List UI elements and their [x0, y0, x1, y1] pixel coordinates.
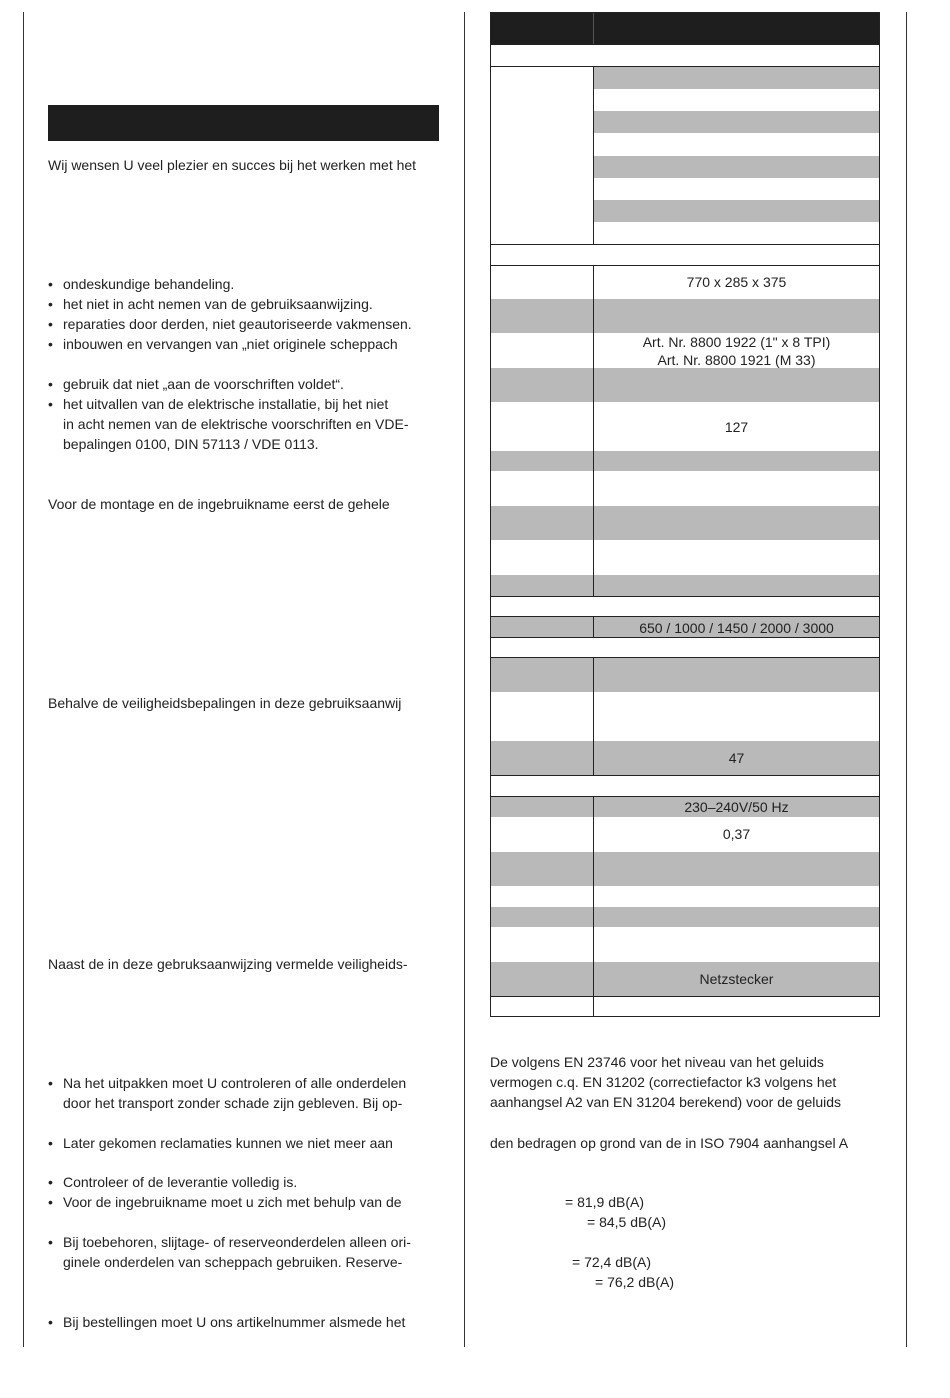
table-row	[491, 852, 879, 886]
table-row	[491, 265, 879, 299]
list-item-continuation: bepalingen 0100, DIN 57113 / VDE 0113.	[63, 436, 319, 452]
voltage-value: 230–240V/50 Hz	[684, 799, 789, 815]
section-heading-bar	[48, 105, 439, 141]
table-row	[491, 333, 879, 368]
list-item: • Na het uitpakken moet U controleren of alle onderdelen	[48, 1075, 407, 1091]
noise-paragraph-line: vermogen c.q. EN 31202 (correctiefactor k3 volgens het	[490, 1074, 837, 1090]
table-row	[491, 67, 879, 245]
table-row	[491, 402, 879, 451]
table-header	[491, 13, 879, 44]
right-margin-rule	[906, 12, 907, 1347]
list-item: • het uitvallen van de elektrische installatie, bij het niet	[48, 396, 389, 412]
behalve-text: Behalve de veiligheidsbepalingen in deze gebruiksaanwij	[48, 695, 402, 711]
table-row	[491, 299, 879, 333]
list-item: • ondeskundige behandeling.	[48, 276, 235, 292]
table-row	[491, 797, 879, 817]
dimensions-value: 770 x 285 x 375	[686, 274, 787, 290]
list-item: • Bij bestellingen moet U ons artikelnummer alsmede het	[48, 1314, 406, 1330]
article-number-1: Art. Nr. 8800 1922 (1" x 8 TPI)	[642, 334, 831, 350]
table-row	[491, 962, 879, 996]
table-section-row	[491, 637, 879, 658]
table-row	[491, 617, 879, 637]
table-row	[491, 575, 879, 596]
table-row	[491, 907, 879, 927]
article-number-2: Art. Nr. 8800 1921 (M 33)	[657, 352, 816, 368]
value-127: 127	[724, 419, 749, 435]
list-item: • het niet in acht nemen van de gebruiksaanwijzing.	[48, 296, 373, 312]
list-item-continuation: door het transport zonder schade zijn gebleven. Bij op-	[63, 1095, 403, 1111]
sound-value-2: = 84,5 dB(A)	[587, 1214, 666, 1230]
table-row	[491, 540, 879, 575]
speeds-value: 650 / 1000 / 1450 / 2000 / 3000	[639, 620, 834, 636]
list-item: • gebruik dat niet „aan de voorschriften voldet“.	[48, 376, 344, 392]
noise-paragraph-line: De volgens EN 23746 voor het niveau van het geluids	[490, 1054, 824, 1070]
table-row	[491, 658, 879, 692]
list-item-continuation: in acht nemen van de elektrische voorschriften en VDE-	[63, 416, 409, 432]
table-section-row	[491, 44, 879, 67]
list-item: • Bij toebehoren, slijtage- of reserveonderdelen alleen ori-	[48, 1234, 411, 1250]
intro-text: Wij wensen U veel plezier en succes bij het werken met het	[48, 157, 417, 173]
montage-text: Voor de montage en de ingebruikname eerst de gehele	[48, 496, 390, 512]
table-row	[491, 927, 879, 962]
plug-value: Netzstecker	[699, 971, 774, 987]
value-47: 47	[728, 750, 745, 766]
table-row	[491, 692, 879, 741]
list-item: • Voor de ingebruikname moet u zich met behulp van de	[48, 1194, 402, 1210]
table-section-row	[491, 596, 879, 617]
sound-value-3: = 72,4 dB(A)	[572, 1254, 651, 1270]
power-value: 0,37	[722, 826, 751, 842]
list-item: • inbouwen en vervangen van „niet originele scheppach	[48, 336, 398, 352]
table-row	[491, 506, 879, 540]
noise-paragraph-line: den bedragen op grond van de in ISO 7904 aanhangsel A	[490, 1135, 849, 1151]
table-section-row	[491, 244, 879, 266]
table-section-row	[491, 775, 879, 797]
table-row	[491, 471, 879, 506]
naast-text: Naast de in deze gebruksaanwijzing vermelde veiligheids-	[48, 956, 408, 972]
technical-data-table	[490, 12, 880, 1017]
table-row	[491, 886, 879, 907]
list-item: • reparaties door derden, niet geautoriseerde vakmensen.	[48, 316, 412, 332]
sound-value-1: = 81,9 dB(A)	[565, 1194, 644, 1210]
table-row	[491, 368, 879, 402]
table-row	[491, 817, 879, 852]
table-row	[491, 451, 879, 471]
list-item: • Controleer of de leverantie volledig is.	[48, 1174, 298, 1190]
list-item: • Later gekomen reclamaties kunnen we niet meer aan	[48, 1135, 393, 1151]
table-row	[491, 996, 879, 1017]
table-row	[491, 741, 879, 775]
column-divider-rule	[464, 12, 465, 1347]
noise-paragraph-line: aanhangsel A2 van EN 31204 berekend) voor de geluids	[490, 1094, 842, 1110]
list-item-continuation: ginele onderdelen van scheppach gebruiken. Reserve-	[63, 1254, 403, 1270]
left-margin-rule	[23, 12, 24, 1347]
sound-value-4: = 76,2 dB(A)	[595, 1274, 674, 1290]
